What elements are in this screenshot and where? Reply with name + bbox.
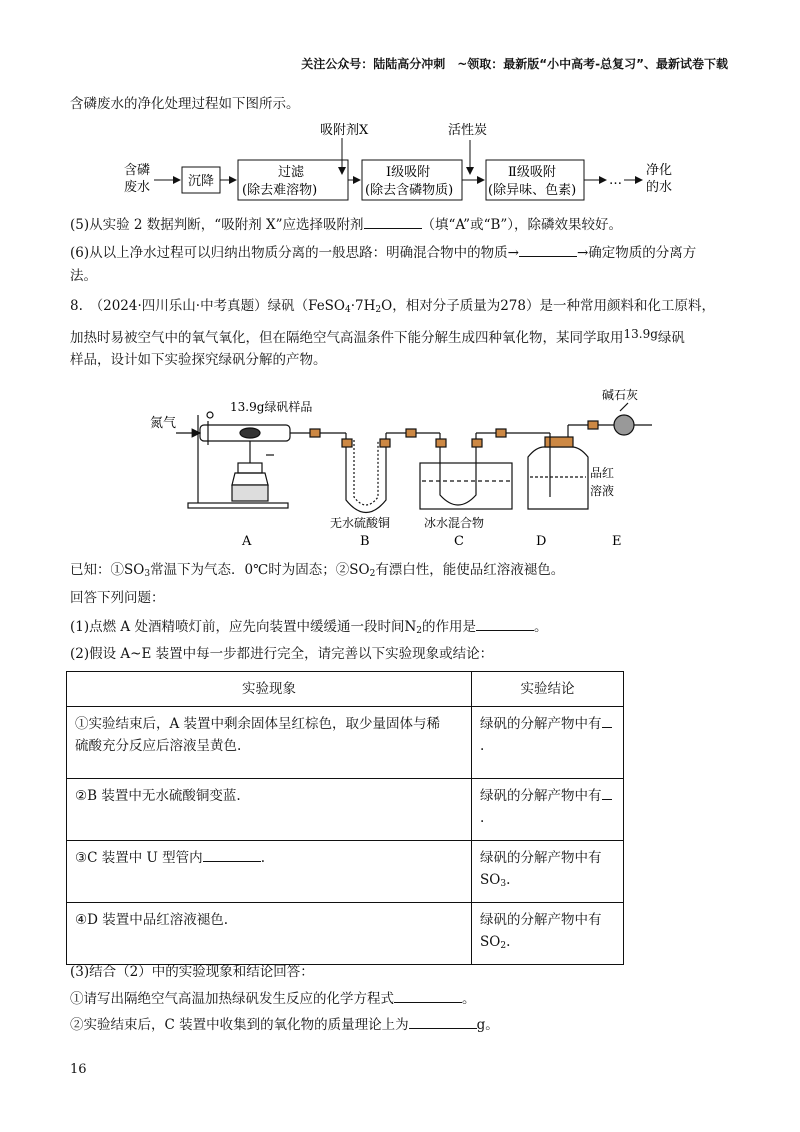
fuchsine-line1: 品红 bbox=[590, 466, 615, 480]
question-6-line2: 法。 bbox=[70, 268, 97, 284]
flow-output-line1: 净化 bbox=[646, 163, 673, 178]
sample-label: 13.9g绿矾样品 bbox=[230, 400, 313, 414]
apparatus-diagram bbox=[140, 385, 660, 550]
flow-input-line1: 含磷 bbox=[124, 163, 151, 178]
table-row: ④D 装置中品红溶液褪色. 绿矾的分解产物中有 $SO_2$. bbox=[67, 903, 624, 965]
intro-text: 含磷废水的净化处理过程如下图所示。 bbox=[70, 96, 300, 112]
answer-prompt: 回答下列问题： bbox=[70, 590, 165, 606]
flow-input-line2: 废水 bbox=[124, 180, 151, 195]
answer-blank[interactable] bbox=[203, 847, 261, 862]
answer-blank[interactable] bbox=[519, 242, 577, 257]
answer-blank[interactable] bbox=[602, 785, 612, 800]
answer-blank[interactable] bbox=[476, 616, 534, 631]
question-2: (2)假设 A~E 装置中每一步都进行完全，请完善以下实验现象或结论： bbox=[70, 646, 494, 662]
table-row: ②B 装置中无水硫酸铜变蓝. 绿矾的分解产物中有 . bbox=[67, 779, 624, 841]
question-3-part1: ①请写出隔绝空气高温加热绿矾发生反应的化学方程式 。 bbox=[70, 988, 476, 1009]
apparatus-label-d: D bbox=[536, 534, 547, 549]
question-6-line1: (6)从以上净水过程可以归纳出物质分离的一般思路：明确混合物中的物质→ →确定物质的分离方 bbox=[70, 242, 696, 263]
flow-box-filtration-line1: 过滤 bbox=[278, 165, 305, 180]
question-8-line3: 样品，设计如下实验探究绿矾分解的产物。 bbox=[70, 352, 327, 368]
question-3-part2: ②实验结束后，C 装置中收集到的氧化物的质量理论上为 g。 bbox=[70, 1014, 499, 1035]
page-number: 16 bbox=[70, 1062, 87, 1077]
fuchsine-line2: 溶液 bbox=[590, 484, 615, 498]
answer-blank[interactable] bbox=[364, 214, 422, 229]
flow-box-secondary-line2: (除异味、色素) bbox=[488, 183, 577, 198]
flow-adsorbent-label: 吸附剂X bbox=[320, 123, 369, 138]
purification-flow-diagram bbox=[110, 118, 690, 210]
table-header-conclusion: 实验结论 bbox=[472, 672, 624, 707]
page-header: 关注公众号：陆陆高分冲刺 ~领取：最新版“小中高考-总复习”、最新试卷下载 bbox=[301, 57, 728, 71]
apparatus-label-b: B bbox=[360, 534, 370, 549]
question-3-intro: (3)结合（2）中的实验现象和结论回答： bbox=[70, 964, 314, 980]
flow-box-filtration-line2: (除去难溶物) bbox=[242, 183, 318, 198]
flow-carbon-label: 活性炭 bbox=[448, 123, 488, 138]
flow-box-primary-line1: Ⅰ级吸附 bbox=[386, 165, 431, 180]
flow-box-settling-label: 沉降 bbox=[188, 174, 215, 189]
answer-blank[interactable] bbox=[409, 1014, 477, 1029]
answer-blank[interactable] bbox=[602, 713, 612, 728]
table-header-phenomenon: 实验现象 bbox=[67, 672, 472, 707]
apparatus-label-e: E bbox=[612, 534, 622, 549]
question-8-line1: 8. （2024·四川乐山·中考真题）绿矾（$FeSO_4\cdot 7H_2O$，相对分子质量为278）是一种常用颜料和化工原料， bbox=[70, 298, 715, 315]
flow-dots: … bbox=[609, 173, 622, 188]
flow-box-secondary-line1: Ⅱ级吸附 bbox=[508, 165, 556, 180]
anhydrous-cuso4-label: 无水硫酸铜 bbox=[330, 516, 391, 530]
flow-box-primary-line2: (除去含磷物质) bbox=[365, 183, 454, 198]
apparatus-label-a: A bbox=[242, 534, 252, 549]
soda-lime-label: 碱石灰 bbox=[602, 388, 639, 402]
table-row: ③C 装置中 U 型管内 . 绿矾的分解产物中有 $SO_3$. bbox=[67, 841, 624, 903]
known-info: 已知：$①SO_3$常温下为气态．0℃时为固态；$②SO_2$有漂白性，能使品红溶液褪色。 bbox=[70, 562, 565, 579]
ice-water-label: 冰水混合物 bbox=[424, 516, 485, 530]
experiment-table bbox=[66, 671, 624, 965]
flow-output-line2: 的水 bbox=[646, 180, 673, 195]
question-1: (1)点燃 A 处酒精喷灯前，应先向装置中缓缓通一段时间$N_2$的作用是 。 bbox=[70, 616, 548, 641]
question-5: (5)从实验 2 数据判断，“吸附剂 X”应选择吸附剂 （填“A”或“B”），除磷效果较好。 bbox=[70, 214, 622, 235]
nitrogen-label: 氮气 bbox=[150, 416, 177, 431]
apparatus-label-c: C bbox=[454, 534, 464, 549]
question-8-line2: 加热时易被空气中的氧气氧化，但在隔绝空气高温条件下能分解生成四种氧化物，某同学取用13.9g绿矾 bbox=[70, 327, 685, 346]
table-row: ①实验结束后，A 装置中剩余固体呈红棕色，取少量固体与稀 硫酸充分反应后溶液呈黄色. 绿矾的分解产物中有 . bbox=[67, 707, 624, 779]
answer-blank[interactable] bbox=[394, 988, 462, 1003]
